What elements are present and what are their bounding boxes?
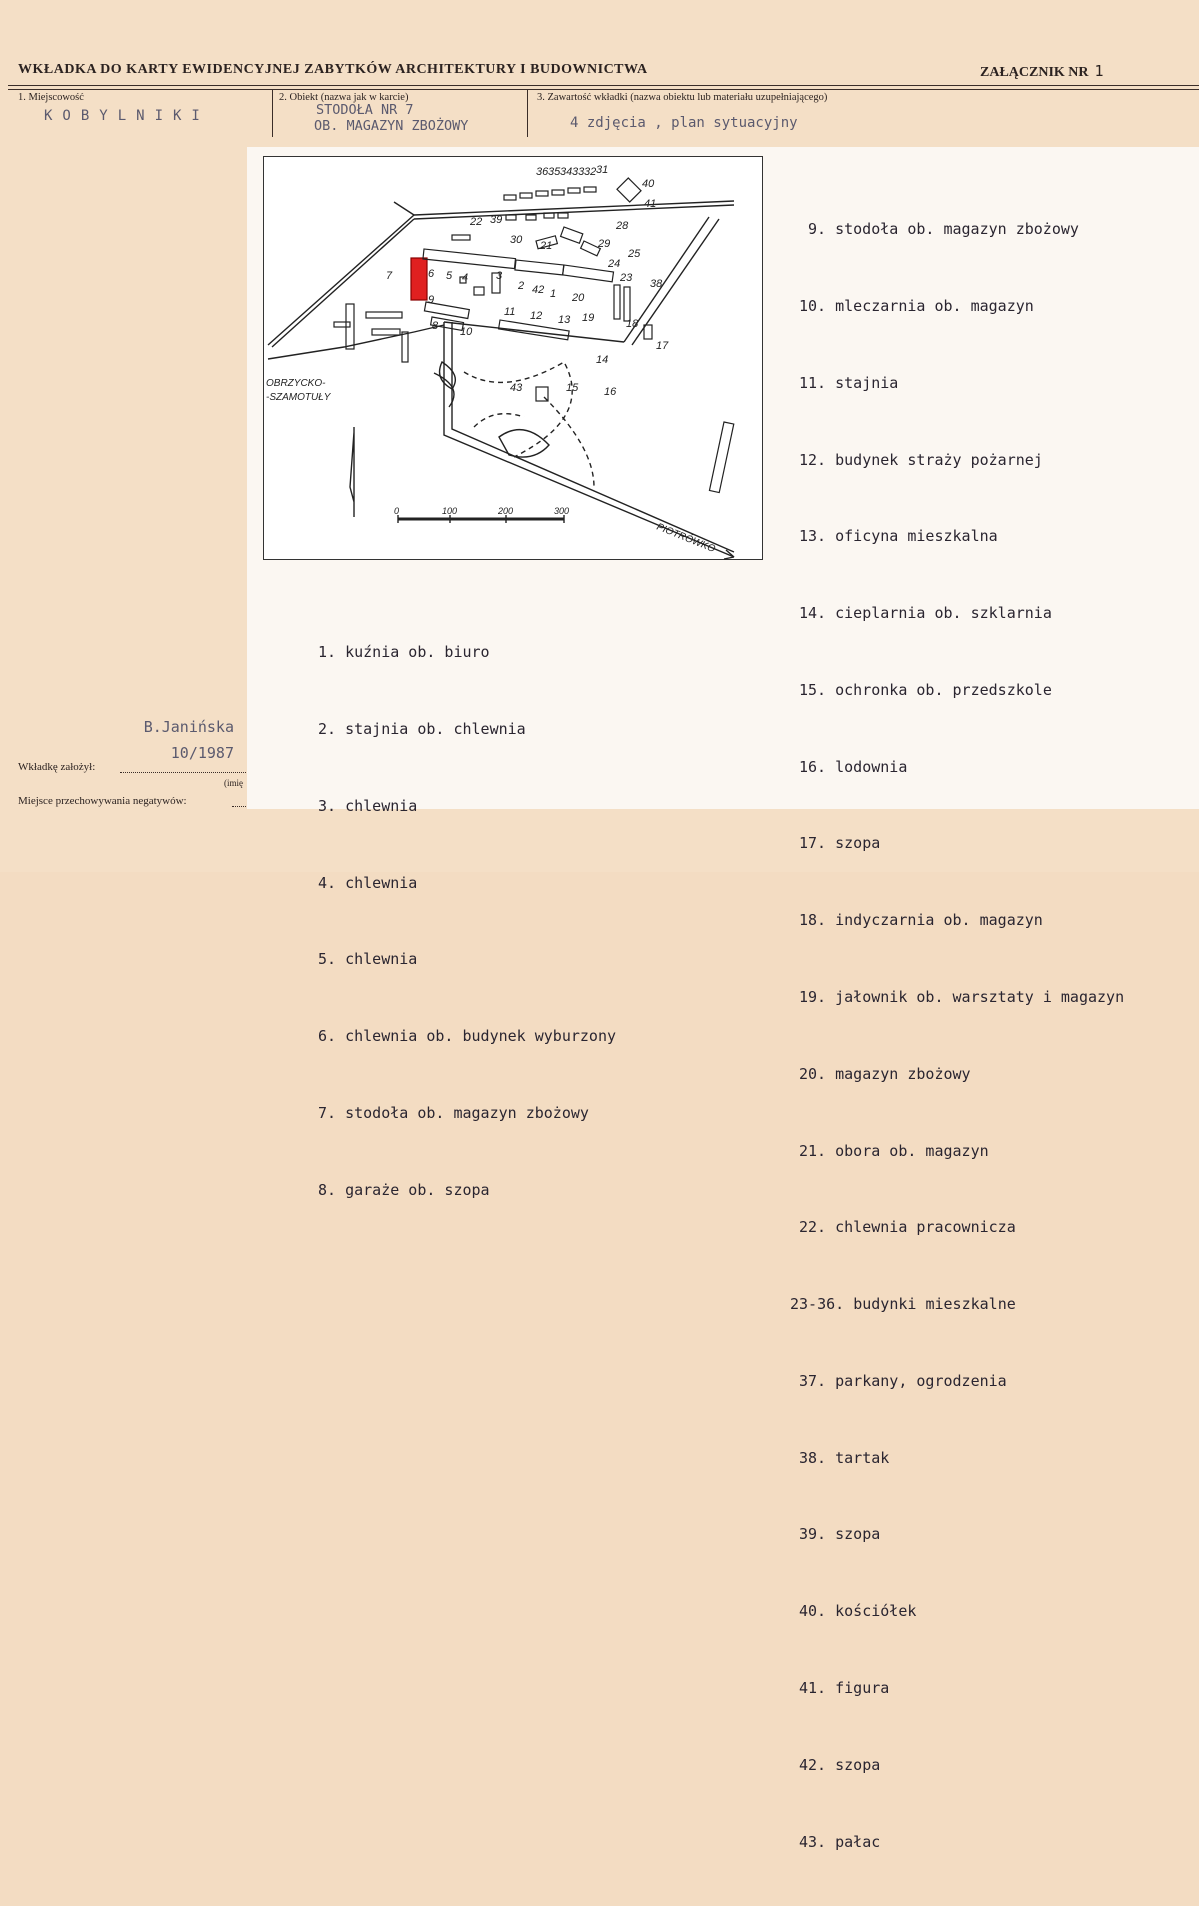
annex-label	[980, 62, 1104, 81]
annex-number: 1	[1094, 62, 1104, 80]
building-number-label: 5	[446, 270, 453, 282]
building-number-label: 42	[532, 284, 545, 296]
card-title: WKŁADKA DO KARTY EWIDENCYJNEJ ZABYTKÓW ARCHITEKTURY I BUDOWNICTWA	[18, 62, 648, 77]
legend-item: 8. garaże ob. szopa	[318, 1180, 490, 1199]
site-plan-map	[263, 156, 763, 560]
road-label-piotrowko: PIOTRÓWKO	[654, 521, 717, 556]
legend-item: 14. cieplarnia ob. szklarnia	[799, 604, 1052, 623]
author-date: 10/1987	[170, 744, 234, 762]
building-number-label: 38	[650, 278, 663, 290]
field-object-value-line2: OB. MAGAZYN ZBOŻOWY	[314, 118, 469, 134]
legend-item: 13. oficyna mieszkalna	[799, 527, 998, 546]
building-number-label: 30	[510, 234, 523, 246]
field-object-value	[314, 102, 468, 134]
building-number-label: 40	[642, 178, 655, 190]
divider-top-2	[8, 89, 1199, 90]
road-east-2	[632, 219, 719, 345]
building-number-label: 8	[432, 320, 439, 332]
building-number-label: 23	[620, 272, 633, 284]
building-number-label: 34	[560, 166, 573, 178]
building-number-label: 35	[548, 166, 561, 178]
divider-top	[8, 85, 1199, 86]
building-number-label: 7	[386, 270, 393, 282]
legend-item: 12. budynek straży pożarnej	[799, 450, 1043, 469]
legend-item: 6. chlewnia ob. budynek wyburzony	[318, 1027, 617, 1046]
building-number-label: 25	[628, 248, 641, 260]
building-number-label: 15	[566, 382, 579, 394]
legend-item: 41. figura	[799, 1679, 890, 1698]
scale-label-0: 0	[394, 506, 400, 516]
legend-right	[790, 166, 1124, 1906]
legend-item: 10. mleczarnia ob. magazyn	[799, 296, 1034, 315]
building-number-label: 14	[596, 354, 609, 366]
legend-item: 18. indyczarnia ob. magazyn	[799, 911, 1043, 930]
legend-item: 11. stajnia	[799, 373, 899, 392]
scale-label-100: 100	[442, 506, 458, 516]
legend-item: 17. szopa	[799, 834, 881, 853]
building-number-label: 20	[572, 292, 585, 304]
negatives-dotline	[232, 806, 248, 807]
scale-label-300: 300	[554, 506, 570, 516]
legend-item: 5. chlewnia	[318, 950, 418, 969]
building-number-label: 24	[608, 258, 621, 270]
legend-item: 19. jałownik ob. warsztaty i magazyn	[799, 988, 1125, 1006]
building-number-label: 28	[616, 220, 629, 232]
divider-f1-f2	[272, 89, 273, 137]
building-number-label: 32	[584, 166, 597, 178]
legend-item: 23-36. budynki mieszkalne	[790, 1295, 1016, 1314]
building-number-label: 43	[510, 382, 523, 394]
legend-item: 43. pałac	[799, 1832, 881, 1851]
legend-item: 16. lodownia	[799, 757, 908, 776]
legend-item: 4. chlewnia	[318, 873, 418, 892]
field-location-label: 1. Miejscowość	[18, 92, 84, 103]
highlight-building-7	[411, 258, 427, 300]
legend-item: 9. stodoła ob. magazyn zbożowy	[808, 220, 1079, 239]
building-number-label: 11	[504, 306, 516, 318]
path-1	[464, 362, 572, 457]
building-number-label: 21	[540, 240, 553, 252]
site-plan-drawing	[264, 157, 762, 559]
scale-label-200: 200	[498, 506, 514, 516]
legend-item: 2. stajnia ob. chlewnia	[318, 719, 526, 738]
road-label-szamotuly: -SZAMOTUŁY	[266, 392, 331, 403]
road-west	[272, 219, 414, 347]
building-number-label: 31	[596, 164, 609, 176]
building-number-label: 6	[428, 268, 435, 280]
building-number-label: 4	[462, 272, 469, 284]
legend-item: 7. stodoła ob. magazyn zbożowy	[318, 1103, 589, 1122]
author-block	[130, 714, 234, 766]
map-labels	[266, 164, 718, 555]
building-number-label: 33	[572, 166, 585, 178]
legend-item: 21. obora ob. magazyn	[799, 1141, 989, 1160]
negatives-label: Miejsce przechowywania negatywów:	[18, 795, 187, 807]
field-object-value-line1: STODOŁA NR 7	[316, 102, 414, 118]
legend-item: 40. kościółek	[799, 1602, 917, 1621]
legend-item: 38. tartak	[799, 1448, 890, 1467]
building-number-label: 22	[470, 216, 483, 228]
annex-label-text: ZAŁĄCZNIK NR	[980, 65, 1089, 80]
buildings	[334, 178, 734, 493]
building-number-label: 12	[530, 310, 543, 322]
building-number-label: 39	[490, 214, 503, 226]
founded-label: Wkładkę założył:	[18, 761, 96, 773]
path-3	[474, 414, 524, 427]
building-number-label: 19	[582, 312, 595, 324]
field-contents-label: 3. Zawartość wkładki (nazwa obiektu lub materiału uzupełniającego)	[537, 92, 828, 103]
road-north-west	[394, 202, 414, 215]
legend-item: 15. ochronka ob. przedszkole	[799, 680, 1052, 699]
legend-left	[318, 589, 616, 1254]
building-number-label: 10	[460, 326, 473, 338]
author-name: B.Janińska	[143, 718, 234, 736]
building-number-label: 2	[518, 280, 525, 292]
building-number-label: 13	[558, 314, 571, 326]
legend-item: 1. kuźnia ob. biuro	[318, 643, 490, 662]
legend-item: 22. chlewnia pracownicza	[799, 1218, 1016, 1237]
building-number-label: 41	[644, 198, 657, 210]
path-2	[544, 397, 594, 487]
building-number-label: 36	[536, 166, 549, 178]
legend-item: 39. szopa	[799, 1525, 881, 1544]
building-number-label: 1	[550, 288, 557, 300]
field-contents-value: 4 zdjęcia , plan sytuacyjny	[570, 115, 798, 131]
field-object-label: 2. Obiekt (nazwa jak w karcie)	[279, 92, 409, 103]
north-arrow	[350, 427, 354, 517]
road-label-obrzycko: OBRZYCKO-	[266, 378, 326, 389]
building-number-label: 9	[428, 294, 435, 306]
legend-item: 37. parkany, ogrodzenia	[799, 1371, 1007, 1390]
building-number-label: 16	[604, 386, 617, 398]
building-number-label: 17	[656, 340, 669, 352]
road-north	[414, 201, 734, 215]
founded-dotline	[120, 772, 248, 773]
legend-item: 42. szopa	[799, 1755, 881, 1774]
divider-f2-f3	[527, 89, 528, 137]
field-location-value: KOBYLNIKI	[44, 108, 210, 124]
road-south	[444, 322, 734, 557]
building-number-label: 3	[496, 270, 503, 282]
building-number-label: 18	[626, 318, 639, 330]
road-obrzycko	[268, 325, 444, 359]
legend-item: 20. magazyn zbożowy	[799, 1064, 971, 1083]
road-north-edge	[414, 205, 734, 219]
building-number-label: 29	[598, 238, 611, 250]
pond-west-2	[440, 362, 456, 389]
legend-item: 3. chlewnia	[318, 796, 418, 815]
name-hint: (imię	[224, 778, 243, 788]
